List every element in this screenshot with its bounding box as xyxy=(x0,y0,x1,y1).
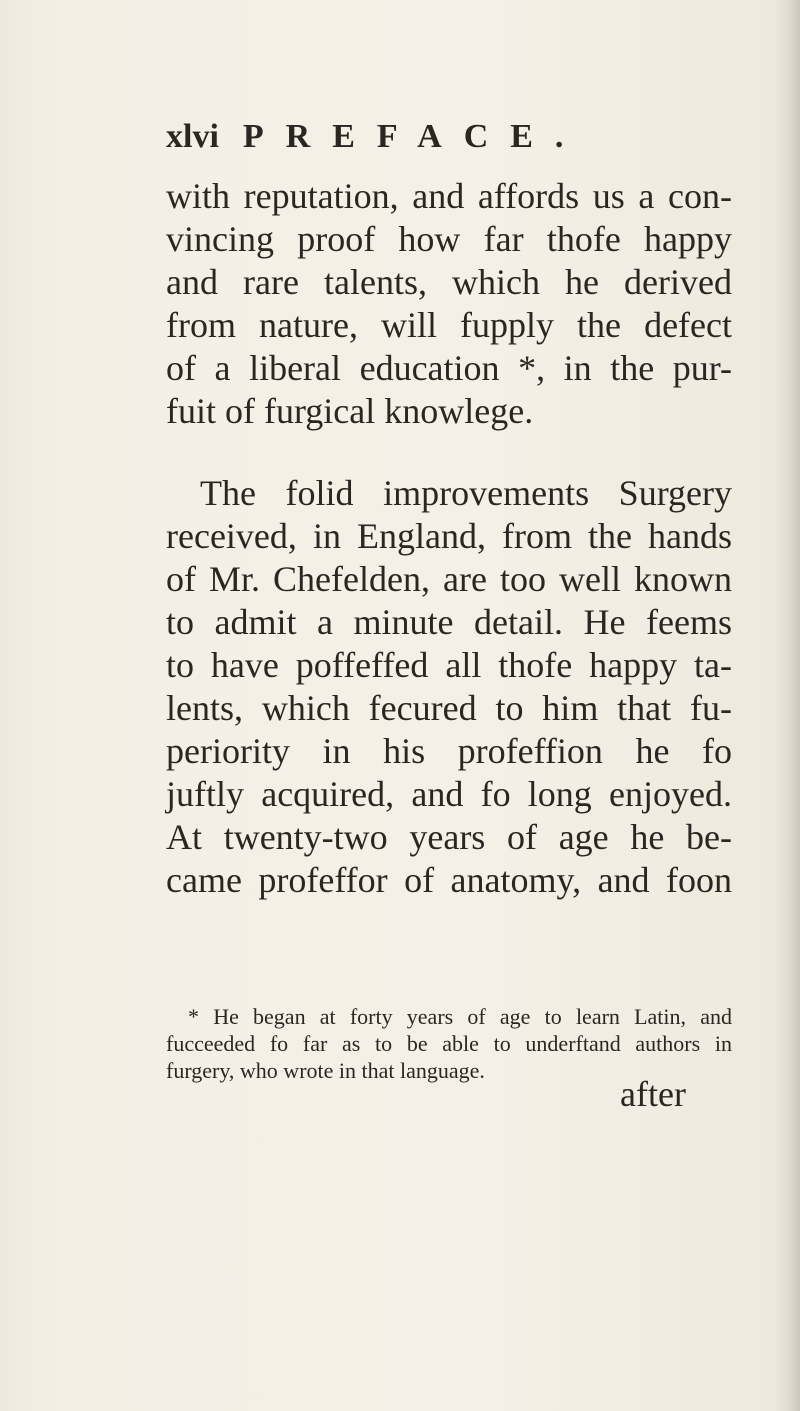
paragraph-2 xyxy=(166,472,732,902)
page-header xyxy=(166,118,585,168)
text-line: to have poffeffed all thofe happy ta- xyxy=(166,645,732,685)
footnote-line: * He began at forty years of age to learn Latin, and xyxy=(188,1004,732,1029)
footnote-line: furgery, who wrote in that language. xyxy=(166,1058,485,1083)
text-line: The folid improvements Surgery xyxy=(200,473,732,513)
text-line: At twenty-two years of age he be- xyxy=(166,817,732,857)
text-line: received, in England, from the hands xyxy=(166,516,732,556)
catchword: after xyxy=(620,1074,686,1114)
text-line: periority in his profeffion he fo xyxy=(166,731,732,771)
text-line: juftly acquired, and fo long enjoyed. xyxy=(166,774,732,814)
page-edge-shadow xyxy=(774,0,800,1411)
text-line: lents, which fecured to him that fu- xyxy=(166,688,732,728)
page-number: xlvi xyxy=(166,118,219,155)
paragraph-1 xyxy=(166,175,732,433)
text-line: to admit a minute detail. He feems xyxy=(166,602,732,642)
footnote xyxy=(166,1003,732,1084)
paragraph-gap xyxy=(166,433,732,472)
body-text xyxy=(166,175,732,902)
text-line: vincing proof how far thofe happy xyxy=(166,219,732,259)
running-head: PREFACE. xyxy=(242,118,586,155)
text-line: of a liberal education *, in the pur- xyxy=(166,348,732,388)
text-line: of Mr. Chefelden, are too well known xyxy=(166,559,732,599)
text-line: and rare talents, which he derived xyxy=(166,262,732,302)
text-line: came profeffor of anatomy, and foon xyxy=(166,860,732,900)
text-line: from nature, will fupply the defect xyxy=(166,305,732,345)
text-line: with reputation, and affords us a con- xyxy=(166,176,732,216)
footnote-line: fucceeded fo far as to be able to underftand authors in xyxy=(166,1031,732,1056)
text-line: fuit of furgical knowlege. xyxy=(166,391,534,431)
